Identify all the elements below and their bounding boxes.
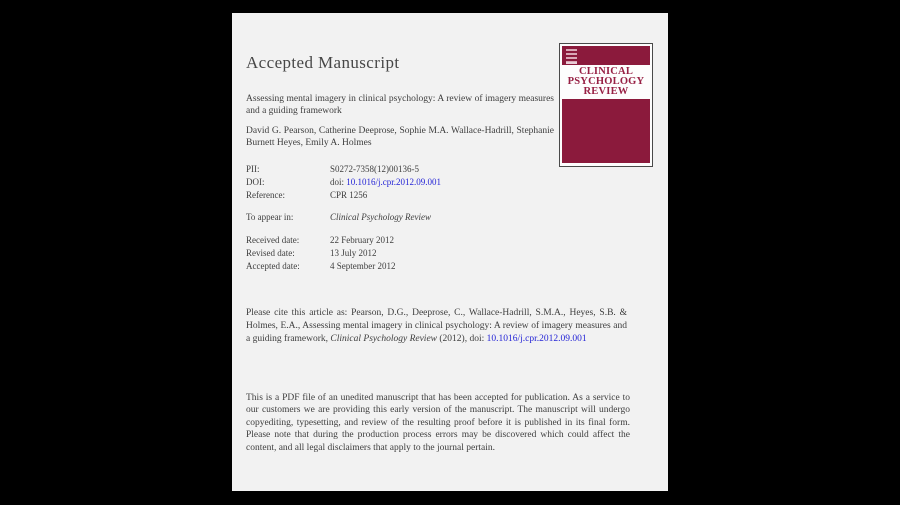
meta-row-reference [246,189,441,202]
meta-row-received-date [246,234,441,247]
revised-date-value: 13 July 2012 [330,248,377,258]
accepted-date-label: Accepted date: [246,261,300,271]
meta-row-accepted-date [246,260,441,273]
article-title: Assessing mental imagery in clinical psychology: A review of imagery measures and a guiding framework [246,94,554,116]
publisher-emblem-icon [566,49,577,64]
manuscript-metadata [246,163,441,273]
cover-maroon-block [562,99,650,163]
to-appear-in-label: To appear in: [246,212,294,222]
pii-label: PII: [246,164,260,174]
cover-title-line: CLINICAL [578,66,634,77]
journal-name: Clinical Psychology Review [330,212,431,222]
doi-link[interactable]: 10.1016/j.cpr.2012.09.001 [346,177,442,187]
cover-top-band [562,46,650,65]
revised-date-label: Revised date: [246,248,295,258]
journal-cover-thumbnail [559,43,653,167]
pii-value: S0272-7358(12)00136-5 [330,164,419,174]
doi-value [330,176,441,189]
citation-journal-name: Clinical Psychology Review [330,334,437,345]
accepted-date-value: 4 September 2012 [330,261,396,271]
publisher-disclaimer: This is a PDF file of an unedited manuscript that has been accepted for publication. As a service to our customers we are providing this early version of the manuscript. The manuscript will undergo copyediting, typesetting, and review of the resulting proof before it is published in its final form. Please note that during the production process errors may be discovered which could affect the content, and all legal disclaimers that apply to the journal pertain. [246,393,630,453]
citation-paragraph [246,307,627,347]
cover-journal-title [562,65,650,99]
cover-title-line: REVIEW [583,86,629,97]
meta-row-pii [246,163,441,176]
doi-label: DOI: [246,177,265,187]
manuscript-page [232,13,668,491]
citation-doi-link[interactable]: 10.1016/j.cpr.2012.09.001 [486,334,587,345]
cover-title-line: PSYCHOLOGY [567,76,645,87]
reference-value: CPR 1256 [330,190,368,200]
received-date-label: Received date: [246,235,300,245]
accepted-manuscript-heading: Accepted Manuscript [246,53,400,72]
meta-row-revised-date [246,247,441,260]
meta-row-doi [246,176,441,189]
citation-text: Please cite this article as: Pearson, D.G., Deeprose, C., Wallace-Hadrill, S.M.A., Heyes, S.B. & Holmes, E.A., Assessing mental imagery in clinical psychology: A review of imagery measures and a guiding framework, [246,308,627,345]
doi-prefix: doi: [330,177,347,187]
meta-row-to-appear-in [246,211,441,224]
citation-after-journal: (2012), doi: [437,334,487,345]
received-date-value: 22 February 2012 [330,235,394,245]
author-list: David G. Pearson, Catherine Deeprose, Sophie M.A. Wallace-Hadrill, Stephanie Burnett Heyes, Emily A. Holmes [246,126,554,148]
reference-label: Reference: [246,190,285,200]
